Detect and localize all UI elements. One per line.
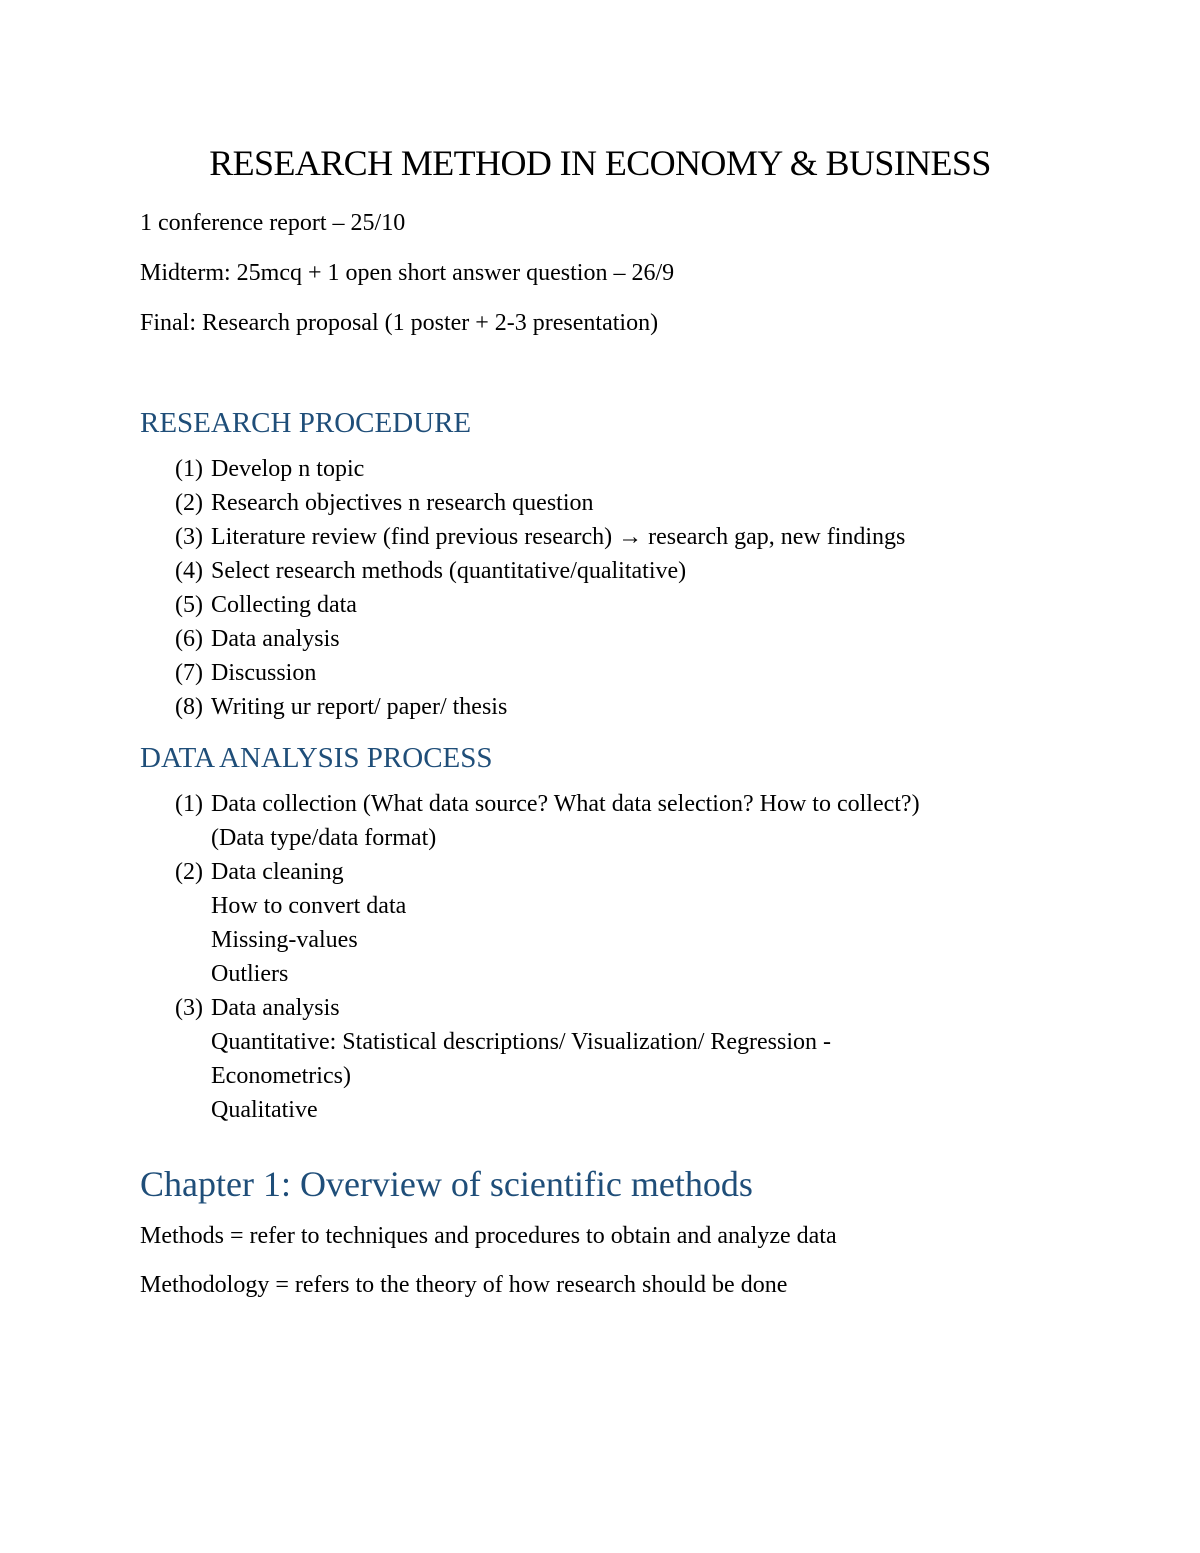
process-sub-line: Qualitative: [211, 1097, 318, 1123]
procedure-item-text: Literature review (find previous research) → research gap, new findings: [211, 524, 906, 550]
procedure-item-text: Writing ur report/ paper/ thesis: [211, 694, 508, 720]
procedure-item: [175, 488, 594, 518]
process-sub-line: Outliers: [211, 961, 289, 987]
process-sub-line: Missing-values: [211, 927, 358, 953]
intro-line-conference: 1 conference report – 25/10: [140, 210, 406, 236]
procedure-item: [175, 692, 507, 722]
process-sub-line: Quantitative: Statistical descriptions/ Visualization/ Regression -: [211, 1029, 832, 1055]
procedure-item-number: (2): [175, 490, 203, 516]
process-item-text: Data analysis: [211, 995, 340, 1021]
procedure-item-text: Discussion: [211, 660, 317, 686]
procedure-item: [175, 658, 316, 688]
chapter-1-heading: Chapter 1: Overview of scientific methods: [140, 1164, 753, 1204]
procedure-item-text: Select research methods (quantitative/qualitative): [211, 558, 687, 584]
document-title: RESEARCH METHOD IN ECONOMY & BUSINESS: [209, 143, 991, 183]
procedure-item-number: (7): [175, 660, 203, 686]
process-item-number: (2): [175, 859, 203, 885]
process-item-text: Data cleaning: [211, 859, 344, 885]
procedure-item: [175, 590, 357, 620]
procedure-item: [175, 624, 340, 654]
process-item-text: Data collection (What data source? What data selection? How to collect?): [211, 791, 920, 817]
intro-line-final: Final: Research proposal (1 poster + 2-3 presentation): [140, 310, 659, 336]
process-sub-line: Econometrics): [211, 1063, 351, 1089]
procedure-item: [175, 454, 364, 484]
procedure-item-text: Research objectives n research question: [211, 490, 594, 516]
procedure-item-text: Develop n topic: [211, 456, 365, 482]
chapter-1-line-methodology: Methodology = refers to the theory of how research should be done: [140, 1272, 788, 1298]
intro-line-midterm: Midterm: 25mcq + 1 open short answer question – 26/9: [140, 260, 675, 286]
research-procedure-heading: RESEARCH PROCEDURE: [140, 407, 472, 439]
procedure-item-number: (4): [175, 558, 203, 584]
chapter-1-line-methods: Methods = refer to techniques and procedures to obtain and analyze data: [140, 1223, 837, 1249]
data-analysis-process-heading: DATA ANALYSIS PROCESS: [140, 742, 493, 774]
procedure-item-number: (6): [175, 626, 203, 652]
process-item: [175, 857, 344, 887]
process-item: [175, 789, 920, 819]
procedure-item-number: (1): [175, 456, 203, 482]
procedure-item-number: (8): [175, 694, 203, 720]
process-sub-line: (Data type/data format): [211, 825, 437, 851]
process-item-number: (1): [175, 791, 203, 817]
process-item: [175, 993, 340, 1023]
procedure-item: [175, 556, 686, 586]
process-item-number: (3): [175, 995, 203, 1021]
procedure-item-number: (5): [175, 592, 203, 618]
procedure-item-text: Collecting data: [211, 592, 357, 618]
process-sub-line: How to convert data: [211, 893, 407, 919]
procedure-item: [175, 522, 905, 552]
procedure-item-text: Data analysis: [211, 626, 340, 652]
procedure-item-number: (3): [175, 524, 203, 550]
